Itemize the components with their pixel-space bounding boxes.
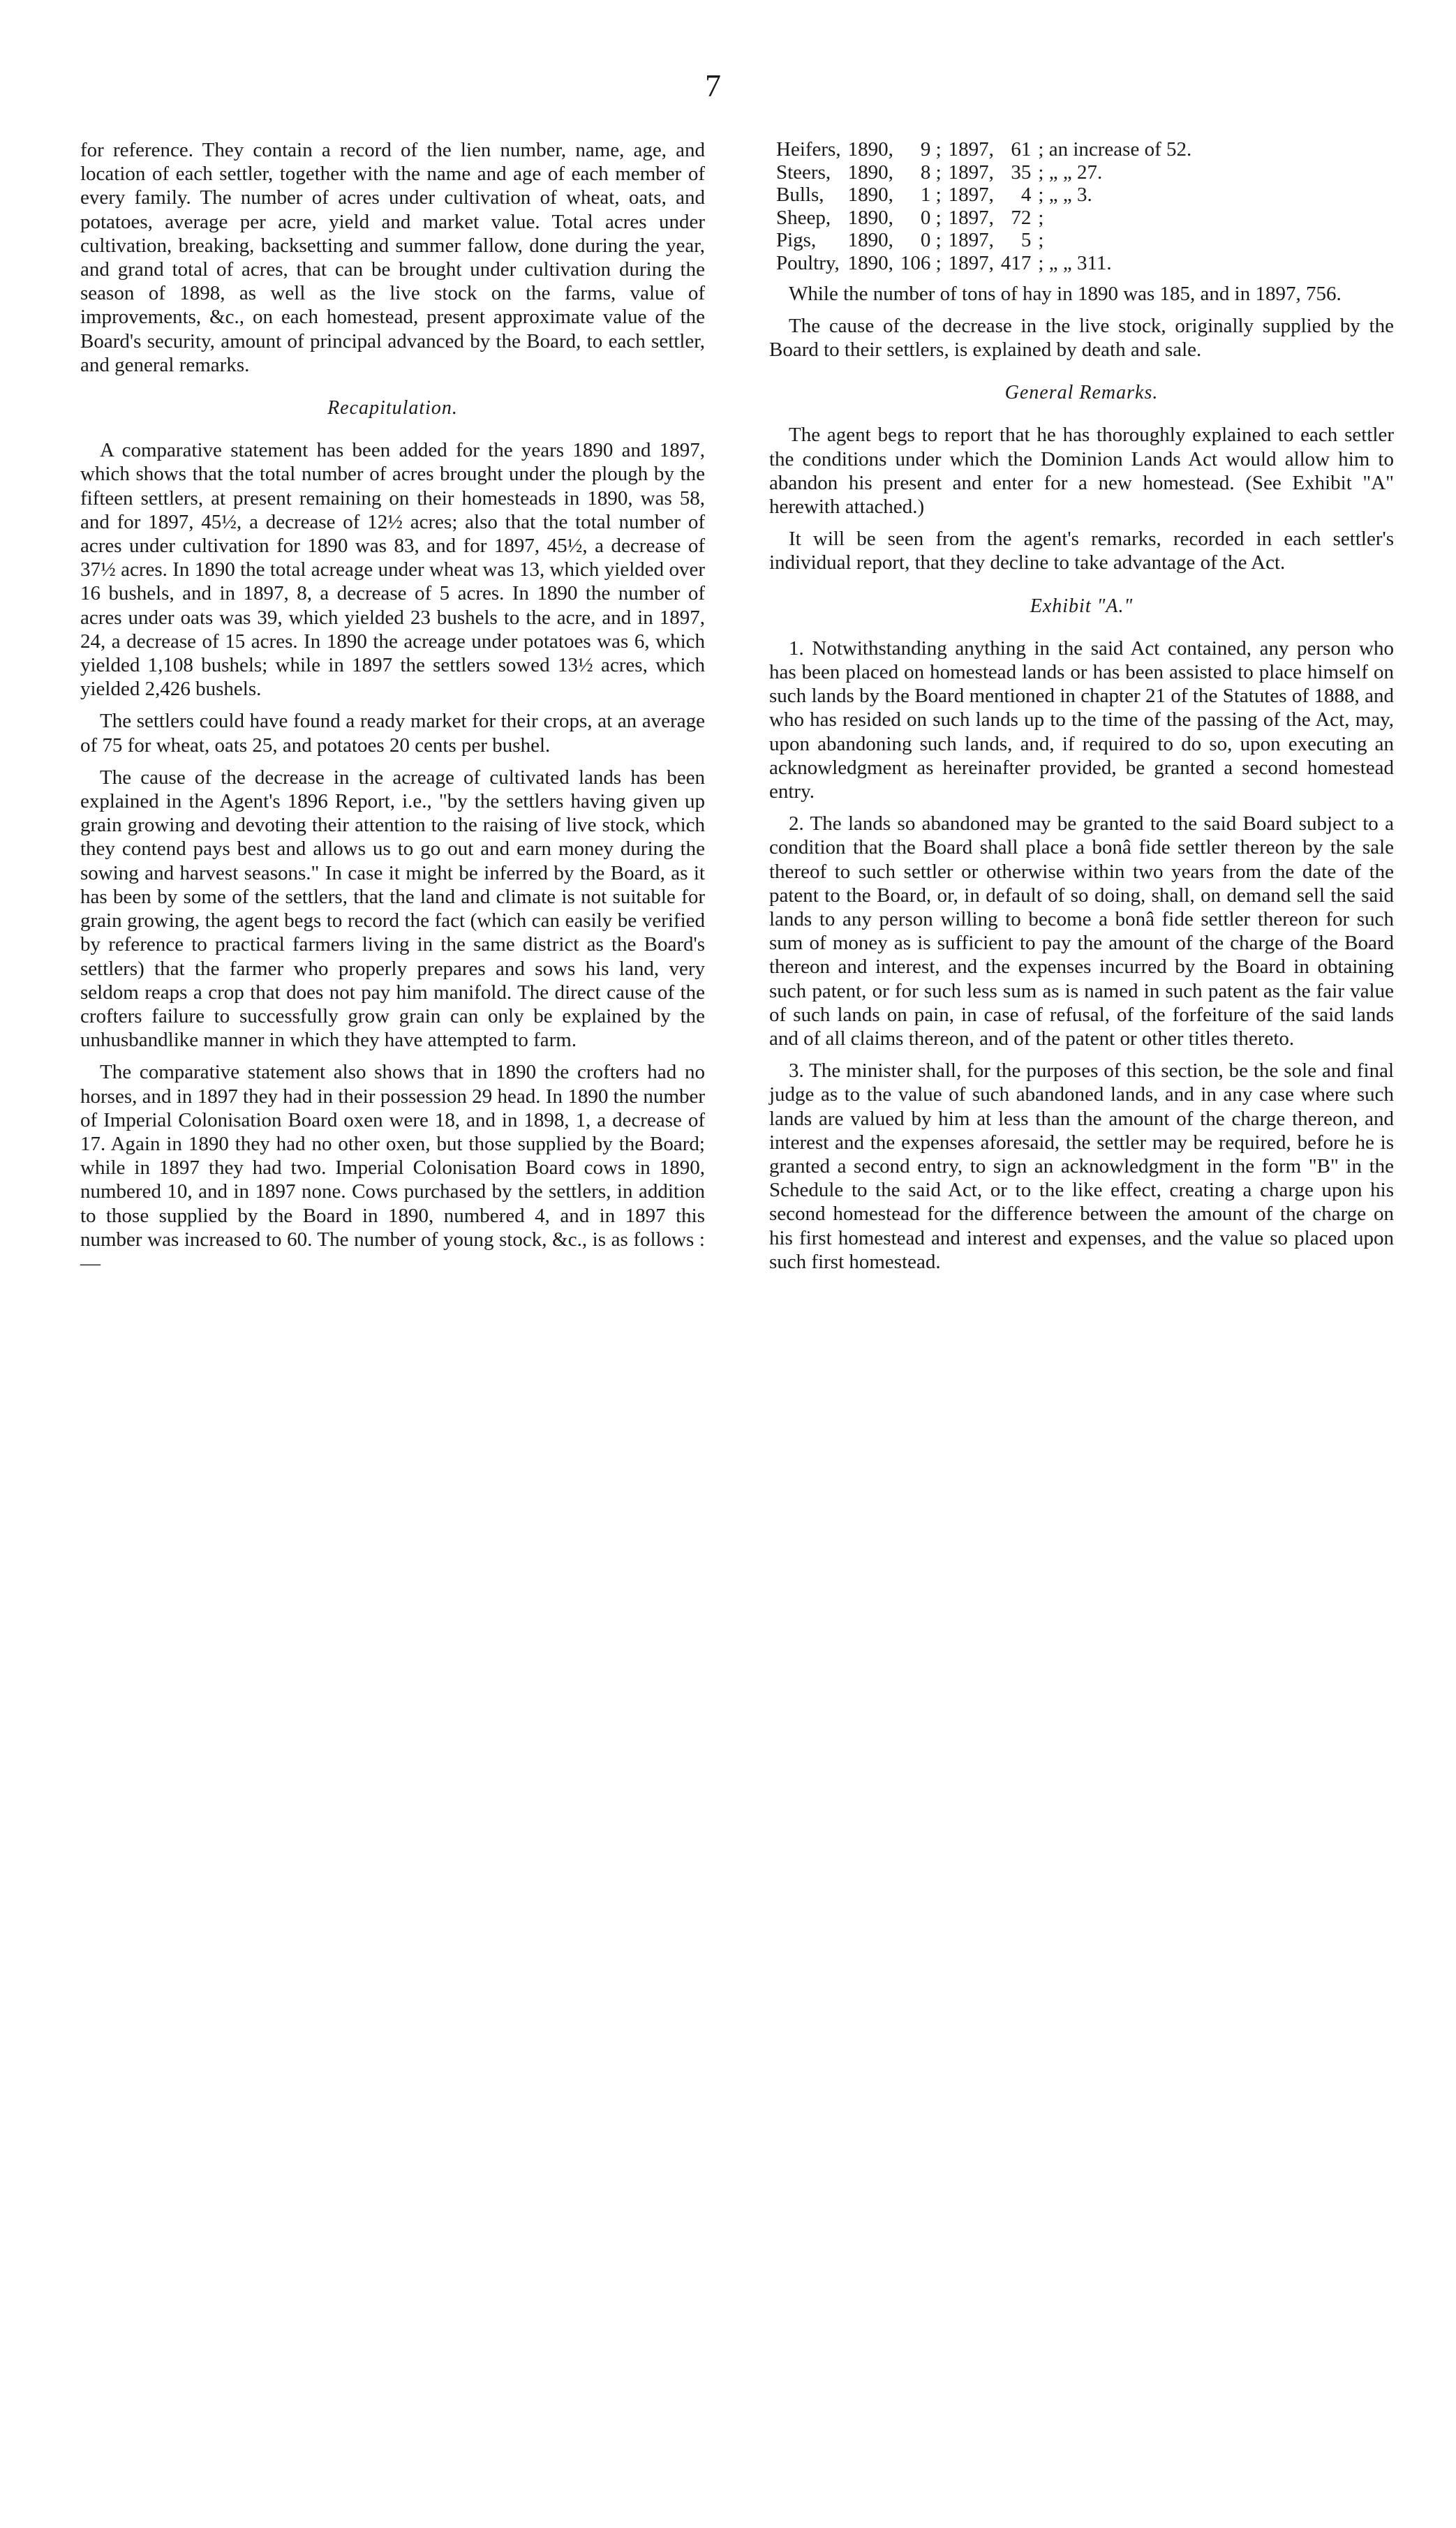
exhibit-clause-3: 3. The minister shall, for the purposes of this section, be the sole and final judge as to the value of such abandoned lands, and in any case where such lands are valued by him at less than the amount of the charge thereon, and interest and the expenses aforesaid, the settler may be required, before he is granted a second entry, to sign an acknowledgment in the form "B" in the Schedule to the said Act, or to the like effect, creating a charge upon his second homestead for the difference between the amount of the charge on his first homestead and interest and expenses, and the value so placed upon such first homestead. [769, 1059, 1394, 1273]
left-column [80, 138, 705, 1284]
livestock-cell-y1: 1890, [847, 251, 893, 274]
livestock-cell-note: ; [1038, 229, 1044, 252]
livestock-cell-n2: 61 [1011, 138, 1032, 161]
livestock-row [776, 252, 1198, 275]
livestock-table [776, 138, 1198, 275]
livestock-cell-n2: 72 [1011, 206, 1032, 229]
paragraph-livestock-statement: The comparative statement also shows that in 1890 the crofters had no horses, and in 1897 they had in their possession 29 head. In 1890 the number of Imperial Colonisation Board oxen were 18, and in 1898, 1, a decrease of 17. Again in 1890 they had no other oxen, but those supplied by the Board; while in 1897 they had two. Imperial Colonisation Board cows in 1890, numbered 10, and in 1897 none. Cows purchased by the settlers, in addition to those supplied by the Board in 1890, numbered 4, and in 1897 this number was increased to 60. The number of young stock, &c., is as follows :— [80, 1061, 705, 1274]
livestock-row [776, 161, 1198, 184]
livestock-cell-note: ; „ „ 311. [1038, 251, 1112, 274]
livestock-cell-y2: 1897, [948, 229, 994, 252]
livestock-cell-note: ; [1038, 206, 1044, 229]
livestock-row [776, 138, 1198, 161]
livestock-cell-n2: 4 [1020, 184, 1032, 207]
livestock-cell-n1: 0 ; [920, 229, 942, 252]
livestock-cell-note: ; an increase of 52. [1038, 138, 1192, 161]
livestock-cell-y2: 1897, [948, 206, 994, 229]
right-column [769, 138, 1394, 1282]
livestock-cell-note: ; „ „ 3. [1038, 184, 1092, 207]
livestock-cell-kind: Sheep, [776, 206, 831, 229]
livestock-cell-kind: Poultry, [776, 251, 840, 274]
livestock-cell-y2: 1897, [948, 251, 994, 274]
exhibit-clause-1: 1. Notwithstanding anything in the said Act contained, any person who has been placed on homestead lands or has been assisted to place himself on such lands by the Board mentioned in chapter 21 of the Statutes of 1888, and who has resided on such lands up to the time of the passing of the Act, may, upon abandoning such lands, and, if required to do so, upon executing an acknowledgment as hereinafter provided, be granted a second homestead entry. [769, 637, 1394, 803]
livestock-row [776, 229, 1198, 252]
paragraph-comparative-statement: A comparative statement has been added for the years 1890 and 1897, which shows that the total number of acres brought under the plough by the fifteen settlers, at present remaining on their homesteads in 1890, was 58, and for 1897, 45½, a decrease of 12½ acres; also that the total number of acres under cultivation for 1890 was 83, and for 1897, 45½, a decrease of 37½ acres. In 1890 the total acreage under wheat was 13, which yielded over 16 bushels, and in 1897, 8, a decrease of 5 acres. In 1890 the number of acres under oats was 39, which yielded 23 bushels to the acre, and in 1897, 24, a decrease of 15 acres. In 1890 the acreage under potatoes was 6, which yielded 1,108 bushels; while in 1897 the settlers sowed 13½ acres, which yielded 2,426 bushels. [80, 439, 705, 701]
heading-general-remarks: General Remarks. [1004, 382, 1159, 404]
heading-recapitulation: Recapitulation. [327, 397, 458, 419]
livestock-cell-y1: 1890, [847, 206, 893, 229]
paragraph-hay: While the number of tons of hay in 1890 was 185, and in 1897, 756. [789, 282, 1342, 305]
livestock-cell-n1: 9 ; [920, 138, 942, 161]
paragraph-reference: for reference. They contain a record of the lien number, name, age, and location of each settler, together with the name and age of each member of every family. The number of acres under cultivation of wheat, oats, and potatoes, average per acre, yield and market value. Total acres under cultivation, breaking, backsetting and summer fallow, done during the year, and grand total of acres, that can be brought under cultivation during the season of 1898, as well as the live stock on the farms, value of improvements, &c., on each homestead, present approximate value of the Board's security, amount of principal advanced by the Board, to each settler, and general remarks. [80, 139, 705, 376]
livestock-cell-kind: Steers, [776, 161, 831, 184]
livestock-cell-y2: 1897, [948, 184, 994, 207]
livestock-cell-kind: Pigs, [776, 229, 817, 252]
paragraph-agent-remarks: It will be seen from the agent's remarks, recorded in each settler's individual report, that they decline to take advantage of the Act. [769, 528, 1394, 574]
livestock-cell-y1: 1890, [847, 138, 893, 161]
livestock-cell-kind: Heifers, [776, 138, 841, 161]
paragraph-agent-report: The agent begs to report that he has thoroughly explained to each settler the conditions under which the Dominion Lands Act would allow him to abandon his present and enter for a new homestead. (See Exhibit "A" herewith attached.) [769, 424, 1394, 518]
page-number: 7 [705, 68, 721, 103]
paragraph-market: The settlers could have found a ready market for their crops, at an average of 75 for wheat, oats 25, and potatoes 20 cents per bushel. [80, 710, 705, 757]
livestock-cell-y2: 1897, [948, 138, 994, 161]
livestock-cell-n2: 417 [1000, 251, 1032, 274]
livestock-cell-n1: 8 ; [920, 161, 942, 184]
livestock-cell-y1: 1890, [847, 184, 893, 207]
paragraph-decrease-cause: The cause of the decrease in the acreage of cultivated lands has been explained in the Agent's 1896 Report, i.e., "by the settlers having given up grain growing and devoting their attention to the raising of live stock, which they contend pays best and allows us to go out and earn money during the sowing and harvest seasons." In case it might be inferred by the Board, as it has been by some of the settlers, that the land and climate is not suitable for grain growing, the agent begs to record the fact (which can easily be verified by reference to practical farmers living in the same district as the Board's settlers) that the farmer who properly prepares and sows his land, very seldom reaps a crop that does not pay him manifold. The direct cause of the crofters failure to successfully grow grain can only be explained by the unhusbandlike manner in which they have attempted to farm. [80, 766, 705, 1052]
livestock-row [776, 207, 1198, 230]
heading-exhibit-a: Exhibit "A." [1030, 595, 1134, 617]
paragraph-livestock-decrease: The cause of the decrease in the live stock, originally supplied by the Board to their settlers, is explained by death and sale. [769, 314, 1394, 361]
livestock-cell-y1: 1890, [847, 161, 893, 184]
livestock-cell-note: ; „ „ 27. [1038, 161, 1103, 184]
livestock-cell-n1: 106 ; [900, 251, 942, 274]
livestock-cell-n2: 5 [1020, 229, 1032, 252]
livestock-cell-n1: 0 ; [920, 206, 942, 229]
livestock-cell-y1: 1890, [847, 229, 893, 252]
livestock-cell-y2: 1897, [948, 161, 994, 184]
livestock-cell-n2: 35 [1011, 161, 1032, 184]
livestock-cell-n1: 1 ; [920, 184, 942, 207]
livestock-row [776, 184, 1198, 207]
livestock-cell-kind: Bulls, [776, 184, 824, 207]
exhibit-clause-2: 2. The lands so abandoned may be granted to the said Board subject to a condition that the Board shall place a bonâ fide settler thereon by the sale thereof to such settler or otherwise within two years from the date of the patent to the Board, or, in default of so doing, shall, on demand sell the said lands to any person willing to become a bonâ fide settler thereon for such sum of money as is sufficient to pay the amount of the charge of the Board thereon and interest, and the expenses incurred by the Board in obtaining such patent, or for such less sum as is named in such patent as the fair value of such lands on pain, in case of refusal, of the forfeiture of the said lands and of all claims thereon, and of the patent or other titles thereto. [769, 812, 1394, 1050]
